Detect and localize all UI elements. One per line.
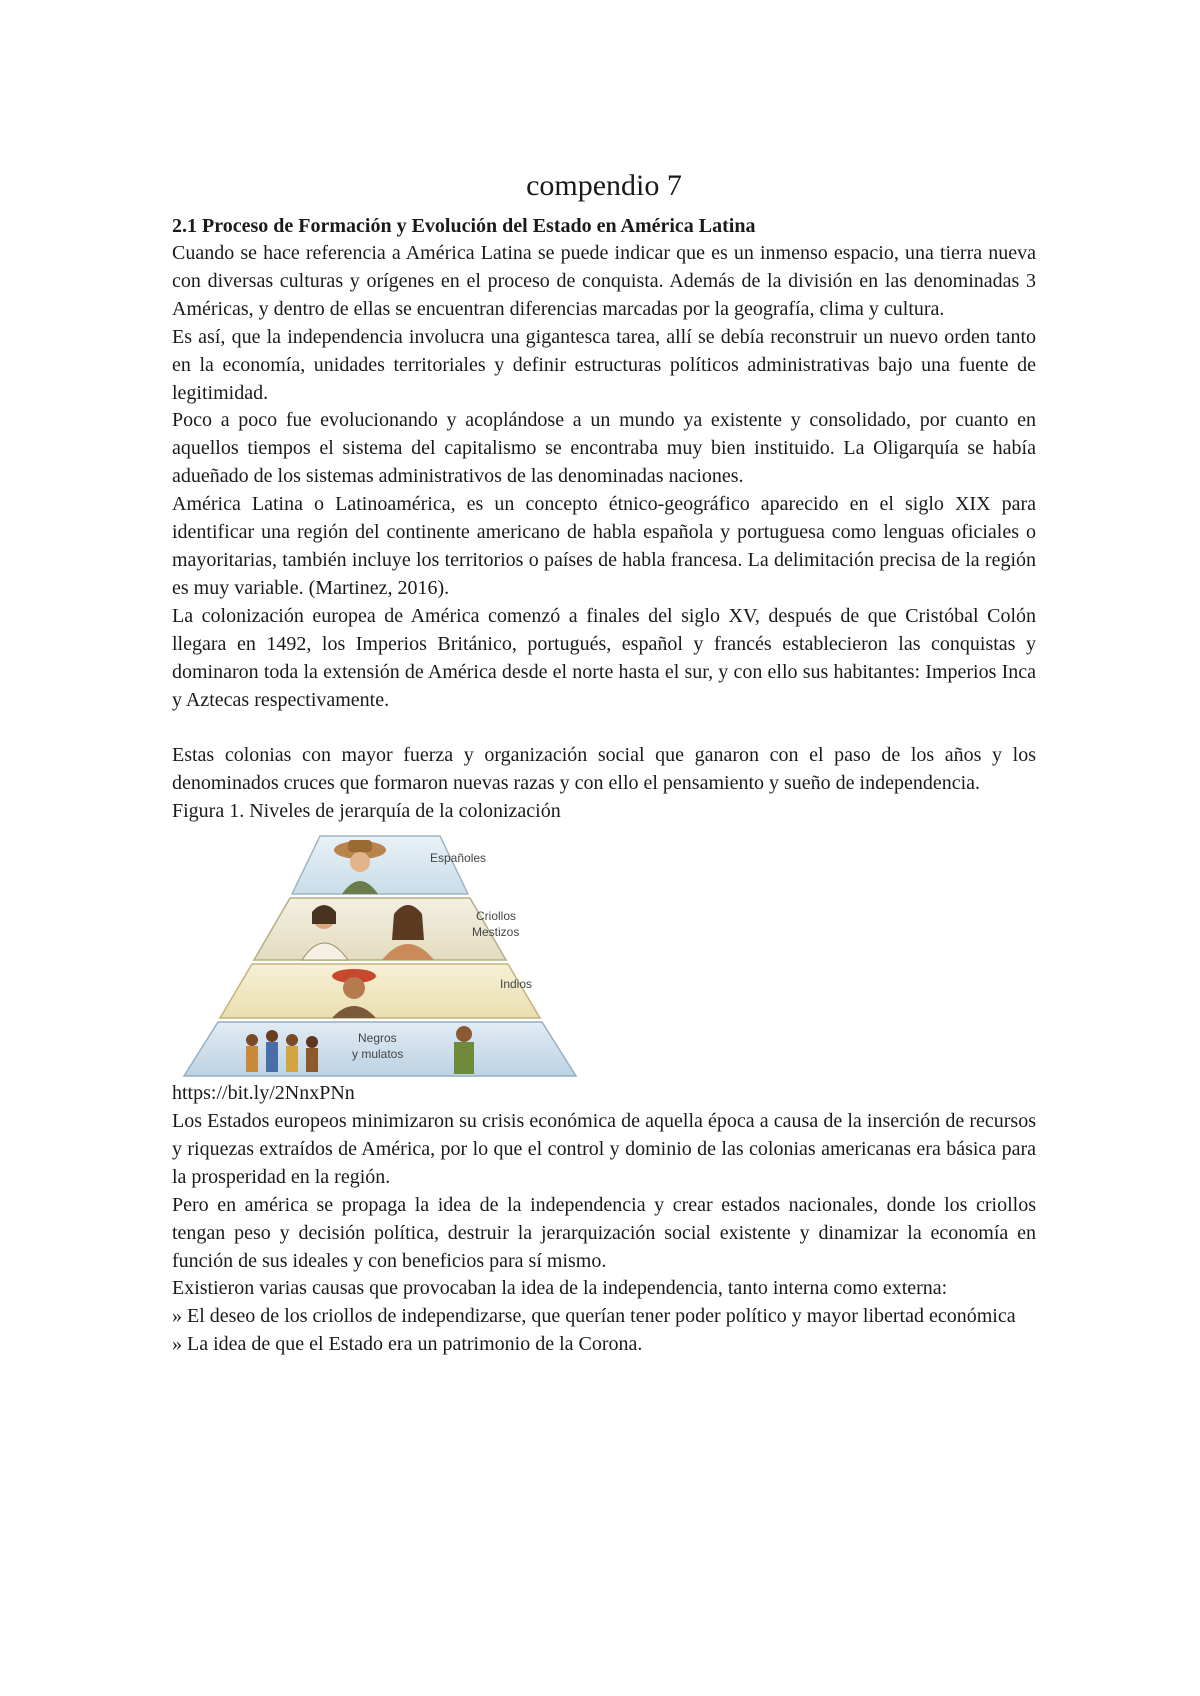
bullet-item: » El deseo de los criollos de independizarse, que querían tener poder político y mayor libertad económica [172,1305,1016,1328]
label-criollos: Criollos [476,909,517,924]
bullet-item: » La idea de que el Estado era un patrimonio de la Corona. [172,1333,643,1356]
paragraph-latin-america-definition: América Latina o Latinoamérica, es un concepto étnico-geográfico aparecido en el siglo XIX para identificar una región del continente americano de habla española y portuguesa como lenguas oficiales o mayoritarias, también incluye los territorios o países de habla francesa. La delimitación precisa de la región es muy variable. (Martinez, 2016). [172,493,1036,599]
pyramid-level-indios [220,964,540,1018]
label-mulatos: y mulatos [352,1047,404,1062]
pyramid-illustration [172,828,588,1080]
document-title: compendio 7 [526,169,682,202]
section-heading: 2.1 Proceso de Formación y Evolución del Estado en América Latina [172,215,756,237]
document-page [172,168,1036,1359]
label-espanoles: Españoles [430,851,487,866]
paragraph-colonization: La colonización europea de América comenzó a finales del siglo XV, después de que Cristóbal Colón llegara en 1492, los Imperios Británico, portugués, español y francés establecieron las conquistas y dominaron toda la extensión de América desde el norte hasta el sur, y con ello sus habitantes: Imperios Inca y Aztecas respectivamente. [172,604,1036,711]
paragraph-intro: Cuando se hace referencia a América Latina se puede indicar que es un inmenso espacio, una tierra nueva con diversas culturas y orígenes en el proceso de conquista. Además de la división en las denominadas 3 Américas, y dentro de ellas se encuentran diferencias marcadas por la geografía, clima y cultura. [172,242,1036,320]
pyramid-level-criollos [254,898,506,960]
blank-line [172,714,1036,742]
label-indios: Indios [500,977,533,992]
paragraph-european-crisis: Los Estados europeos minimizaron su crisis económica de aquella época a causa de la inserción de recursos y riquezas extraídos de América, por lo que el control y dominio de las colonias americanas era básica para la prosperidad en la región. [172,1110,1036,1188]
paragraph-evolution: Poco a poco fue evolucionando y acoplándose a un mundo ya existente y consolidado, por cuanto en aquellos tiempos el sistema del capitalismo se encontraba muy bien instituido. La Oligarquía se había adueñado de los sistemas administrativos de las denominadas naciones. [172,409,1036,488]
mulato-figure-icon [454,1026,474,1074]
label-negros: Negros [358,1031,397,1046]
paragraph-independence-task: Es así, que la independencia involucra una gigantesca tarea, allí se debía reconstruir un nuevo orden tanto en la economía, unidades territoriales y definir estructuras políticos administrativas bajo una fuente de legitimidad. [172,325,1036,404]
paragraph-colonies: Estas colonias con mayor fuerza y organización social que ganaron con el paso de los años y los denominados cruces que formaron nuevas razas y con ello el pensamiento y sueño de independencia. [172,744,1036,795]
figure-source-link[interactable]: https://bit.ly/2NnxPNn [172,1082,355,1105]
figure-caption: Figura 1. Niveles de jerarquía de la colonización [172,800,561,823]
paragraph-causes: Existieron varias causas que provocaban la idea de la independencia, tanto interna como externa: [172,1277,948,1300]
label-mestizos: Mestizos [472,925,520,940]
paragraph-independence-idea: Pero en américa se propaga la idea de la independencia y crear estados nacionales, donde los criollos tengan peso y decisión política, destruir la jerarquización social existente y dinamizar la economía en función de sus ideales y con beneficios para sí mismo. [172,1193,1036,1272]
hierarchy-pyramid-figure [172,828,588,1080]
